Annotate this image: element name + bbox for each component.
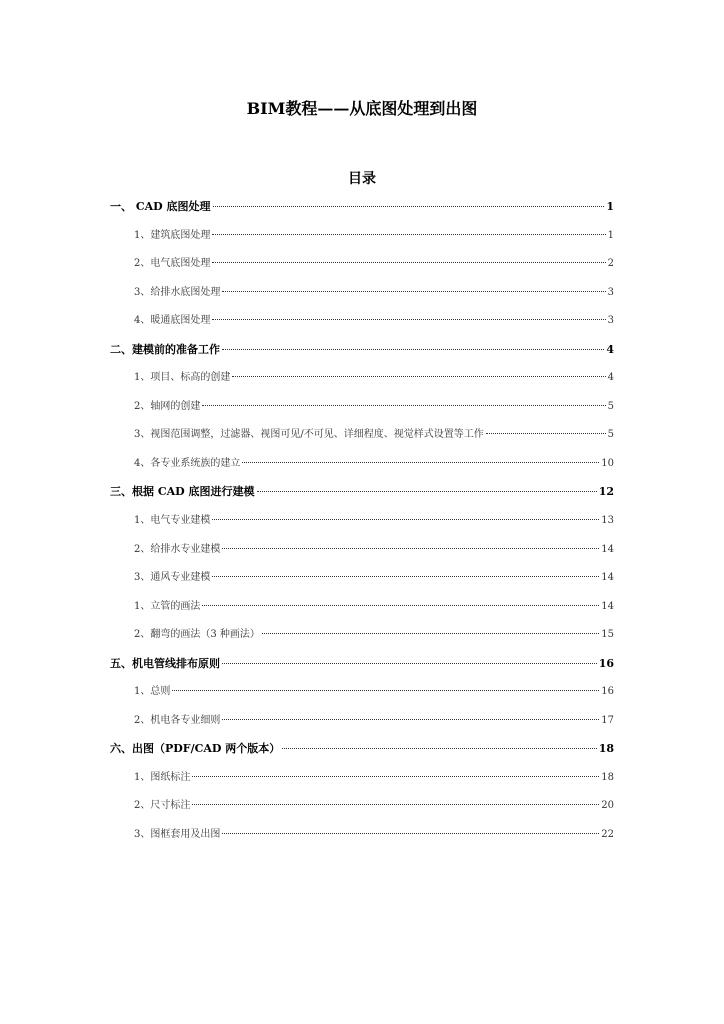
- toc-entry[interactable]: [110, 707, 614, 736]
- toc-heading: 目录: [348, 171, 376, 187]
- toc-entry-page-number: 4: [607, 372, 614, 384]
- dot-leader: [213, 206, 605, 207]
- toc-entry[interactable]: [110, 564, 614, 593]
- toc-entry-page-number: 13: [601, 515, 614, 527]
- toc-entry[interactable]: [110, 764, 614, 793]
- toc-entry-label: 1、电气专业建模: [134, 515, 211, 527]
- toc-entry[interactable]: [110, 678, 614, 707]
- toc-entry-label: 1、总则: [134, 686, 171, 698]
- toc-entry-label: 五、机电管线排布原则: [110, 656, 220, 670]
- toc-entry-label: 2、尺寸标注: [134, 800, 191, 812]
- dot-leader: [486, 433, 606, 434]
- dot-leader: [202, 605, 599, 606]
- dot-leader: [202, 405, 605, 406]
- toc-entry-page-number: 15: [601, 629, 614, 641]
- toc-entry[interactable]: [110, 507, 614, 536]
- toc-entry[interactable]: [110, 792, 614, 821]
- toc-entry-page-number: 20: [601, 800, 614, 812]
- toc-entry-page-number: 18: [598, 742, 614, 756]
- toc-entry-label: 3、通风专业建模: [134, 572, 211, 584]
- toc-entry-label: 1、建筑底图处理: [134, 229, 211, 241]
- toc-entry-label: 3、视图范围调整，过滤器、视图可见/不可见、详细程度、视觉样式设置等工作: [134, 429, 484, 441]
- toc-entry-label: 2、翻弯的画法（3 种画法）: [134, 629, 260, 641]
- toc-entry-section-1[interactable]: [110, 193, 614, 222]
- dot-leader: [172, 690, 599, 691]
- toc-entry[interactable]: [110, 307, 614, 336]
- toc-entry[interactable]: [110, 621, 614, 650]
- dot-leader: [192, 804, 599, 805]
- toc-entry-label: 二、建模前的准备工作: [110, 342, 220, 356]
- toc-entry-page-number: 18: [601, 771, 614, 783]
- toc-entry-page-number: 3: [607, 315, 614, 327]
- toc-entry-section-3[interactable]: [110, 478, 614, 507]
- toc-entry-page-number: 14: [601, 572, 614, 584]
- toc-entry-page-number: 12: [598, 485, 614, 499]
- toc-entry-label: 六、出图（PDF/CAD 两个版本）: [110, 742, 281, 756]
- toc-entry-page-number: 16: [601, 686, 614, 698]
- toc-entry-page-number: 4: [606, 342, 614, 356]
- table-of-contents: [110, 193, 614, 850]
- toc-entry-label: 2、给排水专业建模: [134, 543, 221, 555]
- toc-entry-page-number: 1: [607, 229, 614, 241]
- dot-leader: [257, 491, 597, 492]
- dot-leader: [192, 776, 599, 777]
- toc-entry[interactable]: [110, 450, 614, 479]
- toc-entry-label: 3、给排水底图处理: [134, 286, 221, 298]
- toc-entry-page-number: 14: [601, 600, 614, 612]
- toc-entry-page-number: 5: [607, 400, 614, 412]
- dot-leader: [232, 376, 605, 377]
- toc-entry-page-number: 1: [606, 200, 614, 213]
- dot-leader: [212, 234, 605, 235]
- dot-leader: [222, 548, 599, 549]
- toc-entry-label: 2、电气底图处理: [134, 258, 211, 270]
- toc-entry-label: 3、图框套用及出图: [134, 829, 221, 841]
- dot-leader: [212, 576, 599, 577]
- toc-entry-page-number: 3: [607, 286, 614, 298]
- toc-entry-section-2[interactable]: [110, 336, 614, 365]
- dot-leader: [212, 319, 605, 320]
- dot-leader: [282, 748, 596, 749]
- toc-entry-section-5[interactable]: [110, 650, 614, 679]
- toc-entry-label: 4、各专业系统族的建立: [134, 457, 241, 469]
- dot-leader: [222, 719, 599, 720]
- toc-entry-page-number: 10: [601, 457, 614, 469]
- toc-entry-page-number: 22: [601, 829, 614, 841]
- dot-leader: [212, 519, 599, 520]
- toc-entry-label: 2、轴网的创建: [134, 400, 201, 412]
- toc-entry[interactable]: [110, 821, 614, 850]
- toc-entry[interactable]: [110, 393, 614, 422]
- toc-entry[interactable]: [110, 364, 614, 393]
- toc-entry-section-6[interactable]: [110, 735, 614, 764]
- toc-entry-page-number: 2: [607, 258, 614, 270]
- toc-entry-label: 1、图纸标注: [134, 771, 191, 783]
- dot-leader: [222, 663, 597, 664]
- dot-leader: [222, 833, 599, 834]
- toc-entry[interactable]: [110, 593, 614, 622]
- toc-entry[interactable]: [110, 536, 614, 565]
- toc-entry[interactable]: [110, 222, 614, 251]
- dot-leader: [222, 349, 604, 350]
- toc-entry-page-number: 5: [607, 429, 614, 441]
- toc-entry-page-number: 16: [598, 656, 614, 670]
- dot-leader: [222, 291, 605, 292]
- toc-entry-label: 1、项目、标高的创建: [134, 372, 231, 384]
- toc-entry-page-number: 14: [601, 543, 614, 555]
- dot-leader: [242, 462, 599, 463]
- dot-leader: [212, 262, 605, 263]
- toc-entry[interactable]: [110, 250, 614, 279]
- toc-entry-page-number: 17: [601, 714, 614, 726]
- document-title: BIM教程——从底图处理到出图: [246, 99, 478, 118]
- dot-leader: [262, 633, 599, 634]
- toc-entry-label: 三、根据 CAD 底图进行建模: [110, 485, 255, 499]
- toc-entry-label: 一、 CAD 底图处理: [110, 200, 211, 213]
- toc-entry-label: 1、立管的画法: [134, 600, 201, 612]
- toc-entry[interactable]: [110, 421, 614, 450]
- toc-entry[interactable]: [110, 279, 614, 308]
- toc-entry-label: 2、机电各专业细则: [134, 714, 221, 726]
- toc-entry-label: 4、暖通底图处理: [134, 315, 211, 327]
